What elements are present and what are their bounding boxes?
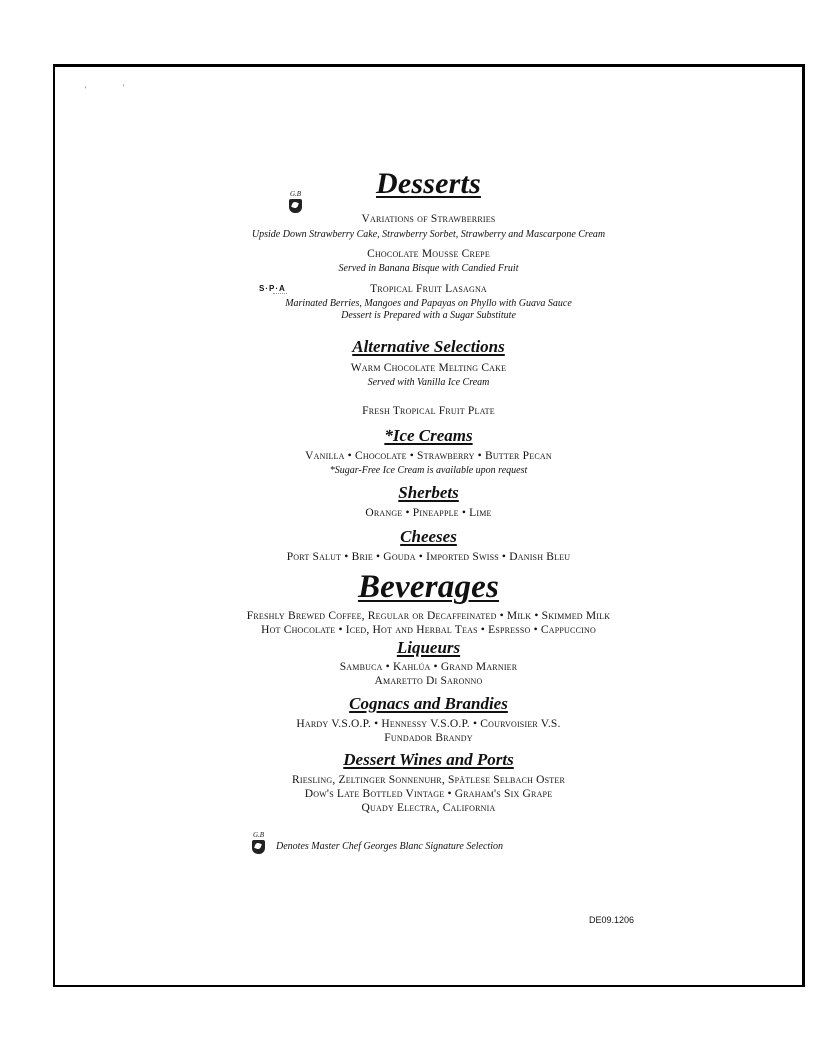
georges-blanc-signature-icon: G.B xyxy=(288,192,303,214)
menu-page xyxy=(53,64,805,987)
scan-mark: ' xyxy=(85,85,87,94)
ice-creams-list: Vanilla • Chocolate • Strawberry • Butter Pecan xyxy=(305,450,552,462)
scan-mark: ' xyxy=(123,83,125,92)
ice-creams-note: *Sugar-Free Ice Cream is available upon request xyxy=(329,465,528,476)
cheeses-list: Port Salut • Brie • Gouda • Imported Swiss • Danish Bleu xyxy=(286,551,571,563)
cognacs-heading: Cognacs and Brandies xyxy=(349,694,508,713)
desserts-heading: Desserts xyxy=(376,167,481,200)
beverages-line: Hot Chocolate • Iced, Hot and Herbal Teas • Espresso • Cappuccino xyxy=(261,624,596,636)
beverages-heading: Beverages xyxy=(357,569,500,605)
liqueurs-line: Sambuca • Kahlúa • Grand Marnier xyxy=(339,661,518,673)
alternative-item-desc: Served with Vanilla Ice Cream xyxy=(367,377,490,388)
cognacs-line: Fundador Brandy xyxy=(384,732,473,744)
ice-creams-heading: *Ice Creams xyxy=(384,426,473,445)
beverages-line: Freshly Brewed Coffee, Regular or Decaffeinated • Milk • Skimmed Milk xyxy=(246,610,611,622)
dessert-item-name: Tropical Fruit Lasagna xyxy=(370,283,487,295)
dessert-wines-line: Dow's Late Bottled Vintage • Graham's Six Grape xyxy=(304,788,553,800)
dessert-wines-heading: Dessert Wines and Ports xyxy=(343,750,514,769)
alternative-selections-heading: Alternative Selections xyxy=(352,337,505,356)
spa-badge-icon: S·P·A xyxy=(259,284,305,296)
dessert-item-name: Variations of Strawberries xyxy=(361,213,496,225)
dessert-item-name: Chocolate Mousse Crepe xyxy=(367,248,490,260)
dessert-wines-line: Quady Electra, California xyxy=(361,802,496,814)
dessert-item-desc: Upside Down Strawberry Cake, Strawberry Sorbet, Strawberry and Mascarpone Cream xyxy=(251,229,606,240)
menu-code: DE09.1206 xyxy=(588,915,634,925)
liqueurs-heading: Liqueurs xyxy=(396,638,461,657)
sherbets-heading: Sherbets xyxy=(398,483,459,502)
signature-note: Denotes Master Chef Georges Blanc Signature Selection xyxy=(276,841,503,852)
dessert-item-desc: Marinated Berries, Mangoes and Papayas on Phyllo with Guava Sauce xyxy=(285,298,572,309)
alternative-item-name: Fresh Tropical Fruit Plate xyxy=(362,405,495,417)
cheeses-heading: Cheeses xyxy=(400,527,457,546)
dessert-item-desc: Served in Banana Bisque with Candied Fruit xyxy=(338,263,519,274)
sherbets-list: Orange • Pineapple • Lime xyxy=(365,507,492,519)
cognacs-line: Hardy V.S.O.P. • Hennessy V.S.O.P. • Courvoisier V.S. xyxy=(296,718,561,730)
dessert-wines-line: Riesling, Zeltinger Sonnenuhr, Spätlese Selbach Oster xyxy=(291,774,566,786)
dessert-item-desc: Dessert is Prepared with a Sugar Substitute xyxy=(341,310,516,321)
alternative-item-name: Warm Chocolate Melting Cake xyxy=(350,362,507,374)
liqueurs-line: Amaretto Di Saronno xyxy=(374,675,483,687)
georges-blanc-signature-icon: G.B xyxy=(251,833,266,855)
